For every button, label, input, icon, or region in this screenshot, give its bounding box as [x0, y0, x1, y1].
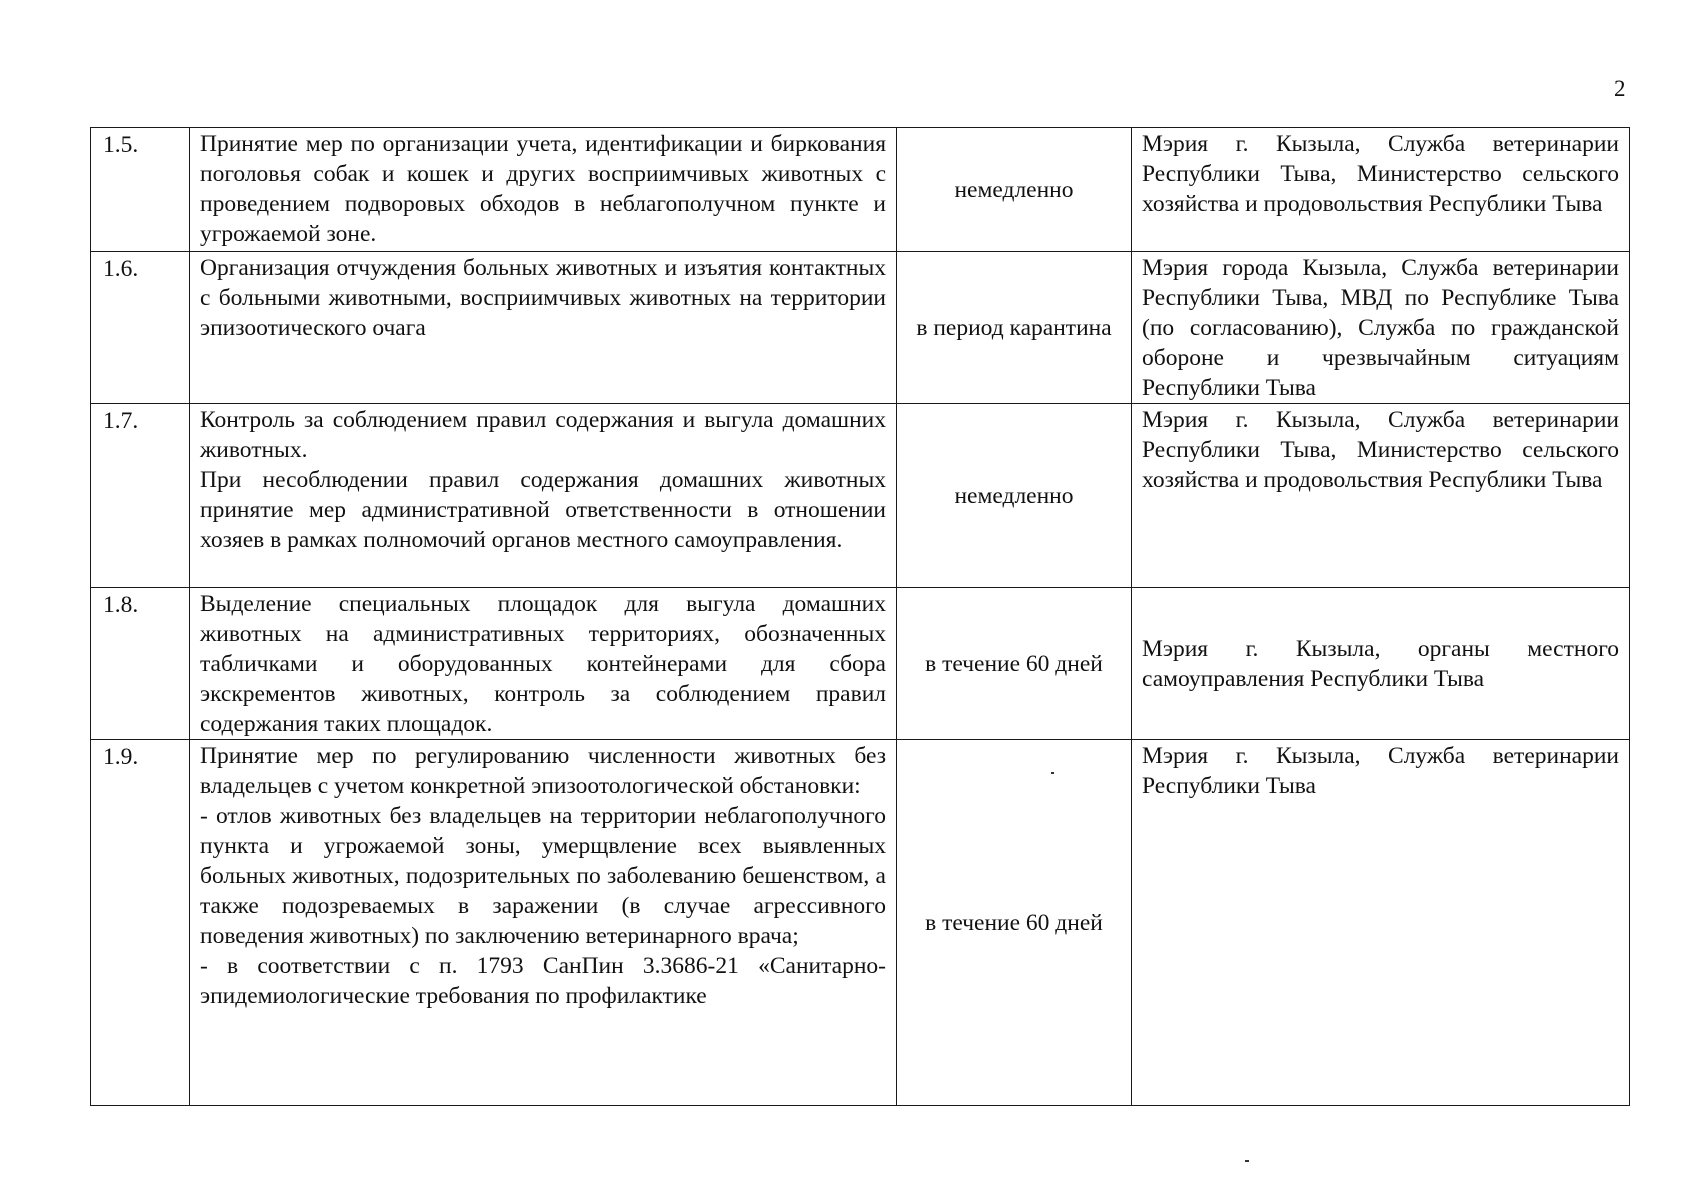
- table-row: [91, 740, 1630, 1106]
- responsible-parties: Мэрия г. Кызыла, Служба ветеринарии Республики Тыва, Министерство сельского хозяйства и продовольствия Республики Тыва: [1132, 404, 1630, 588]
- action-description: [190, 740, 897, 1106]
- scan-speck: [1245, 1160, 1249, 1162]
- action-paragraph: Организация отчуждения больных животных и изъятия контактных с больными животными, восприимчивых животных на территории эпизоотического очага: [200, 255, 886, 341]
- deadline: в течение 60 дней: [897, 740, 1132, 1106]
- deadline: в течение 60 дней: [897, 588, 1132, 740]
- action-description: [190, 252, 897, 404]
- table-row: [91, 252, 1630, 404]
- action-paragraph: Контроль за соблюдением правил содержания и выгула домашних животных.: [200, 407, 886, 463]
- responsible-parties: Мэрия г. Кызыла, Служба ветеринарии Республики Тыва: [1132, 740, 1630, 1106]
- responsible-parties: Мэрия г. Кызыла, органы местного самоуправления Республики Тыва: [1132, 588, 1630, 740]
- item-number: 1.5.: [91, 128, 190, 252]
- action-paragraph: - отлов животных без владельцев на территории неблагополучного пункта и угрожаемой зоны, умерщвление всех выявленных больных животных, подозрительных по заболеванию бешенством, а также подозреваемых в заражении (в случае агрессивного поведения животных) по заключению ветеринарного врача;: [200, 803, 886, 949]
- item-number: 1.6.: [91, 252, 190, 404]
- action-description: [190, 128, 897, 252]
- deadline: немедленно: [897, 128, 1132, 252]
- action-paragraph: Принятие мер по регулированию численности животных без владельцев с учетом конкретной эпизоотологической обстановки:: [200, 743, 886, 799]
- action-paragraph: - в соответствии с п. 1793 СанПин 3.3686-21 «Санитарно-эпидемиологические требования по профилактике: [200, 953, 886, 1009]
- page-number: 2: [1614, 76, 1626, 101]
- table-row: [91, 404, 1630, 588]
- deadline: в период карантина: [897, 252, 1132, 404]
- table-row: [91, 588, 1630, 740]
- responsible-parties: Мэрия г. Кызыла, Служба ветеринарии Республики Тыва, Министерство сельского хозяйства и продовольствия Республики Тыва: [1132, 128, 1630, 252]
- responsible-parties: Мэрия города Кызыла, Служба ветеринарии Республики Тыва, МВД по Республике Тыва (по согласованию), Служба по гражданской обороне и чрезвычайным ситуациям Республики Тыва: [1132, 252, 1630, 404]
- action-description: [190, 404, 897, 588]
- item-number: 1.8.: [91, 588, 190, 740]
- measures-table: [90, 127, 1630, 1106]
- action-paragraph: Выделение специальных площадок для выгула домашних животных на административных территориях, обозначенных табличками и оборудованных контейнерами для сбора экскрементов животных, контроль за соблюдением правил содержания таких площадок.: [200, 591, 886, 737]
- item-number: 1.9.: [91, 740, 190, 1106]
- action-paragraph: Принятие мер по организации учета, идентификации и биркования поголовья собак и кошек и других восприимчивых животных с проведением подворовых обходов в неблагополучном пункте и угрожаемой зоне.: [200, 131, 886, 247]
- scan-speck: [1051, 772, 1054, 774]
- action-description: [190, 588, 897, 740]
- deadline: немедленно: [897, 404, 1132, 588]
- action-paragraph: При несоблюдении правил содержания домашних животных принятие мер административной ответственности в отношении хозяев в рамках полномочий органов местного самоуправления.: [200, 467, 886, 553]
- table-row: [91, 128, 1630, 252]
- item-number: 1.7.: [91, 404, 190, 588]
